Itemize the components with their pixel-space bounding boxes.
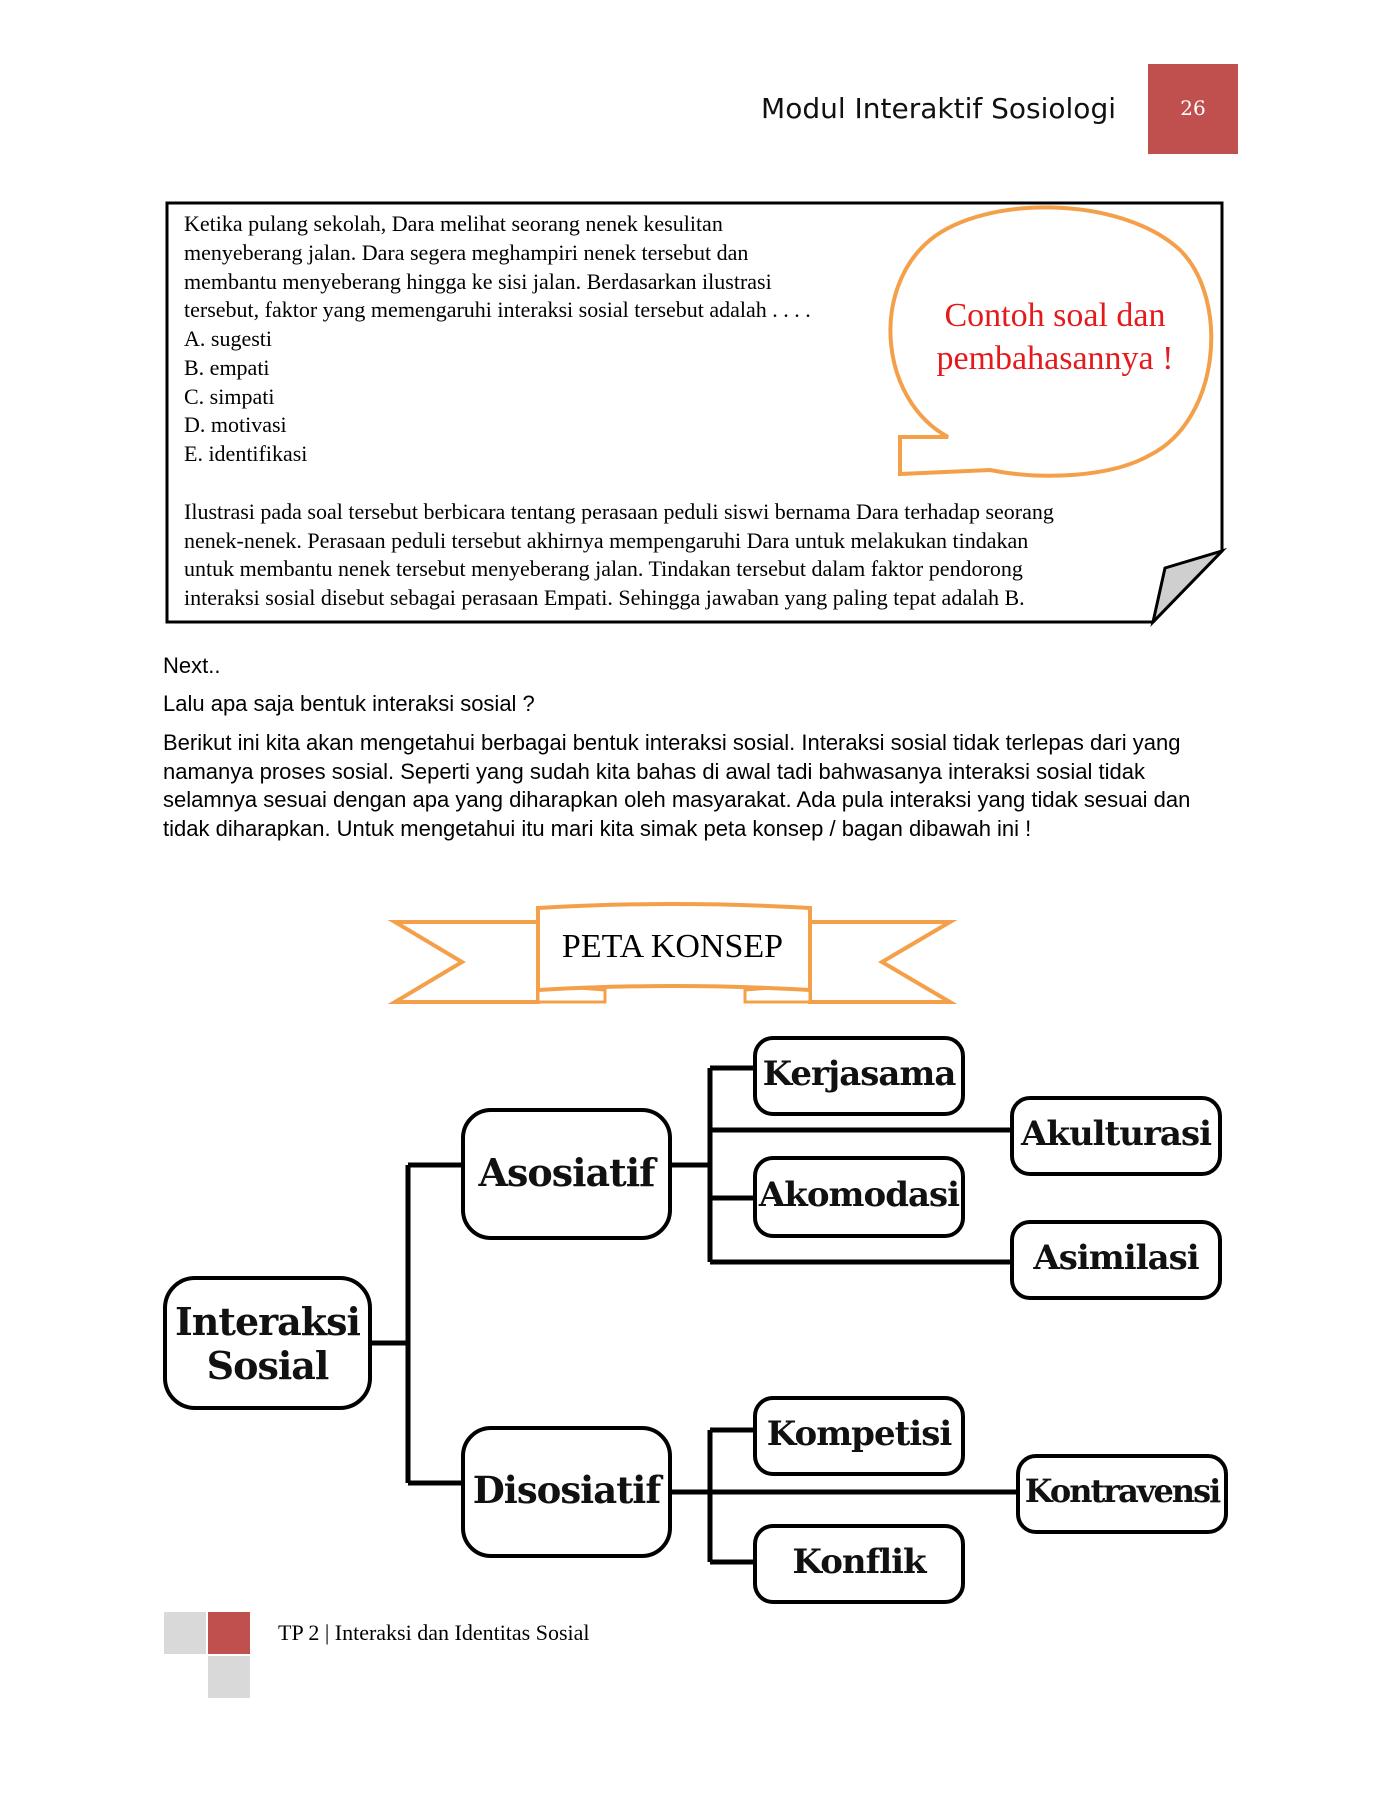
- explanation-line: untuk membantu nenek tersebut menyeberang jalan. Tindakan tersebut dalam faktor pendorong: [184, 556, 1023, 581]
- footer-square: [208, 1656, 250, 1698]
- bubble-caption: [905, 294, 1205, 380]
- section-question: Lalu apa saja bentuk interaksi sosial ?: [163, 691, 535, 716]
- explanation-line: nenek-nenek. Perasaan peduli tersebut akhirnya mempengaruhi Dara untuk melakukan tindakan: [184, 527, 1029, 553]
- option-c: C. simpati: [184, 383, 275, 409]
- question-line: menyeberang jalan. Dara segera meghampiri nenek tersebut dan: [184, 239, 749, 265]
- node-kerjasama: Kerjasama: [762, 1054, 956, 1094]
- node-akulturasi: Akulturasi: [1021, 1114, 1211, 1154]
- footer-square: [164, 1612, 206, 1654]
- header-title: Modul Interaktif Sosiologi: [761, 92, 1116, 125]
- explanation-line: interaksi sosial disebut sebagai perasaan Empati. Sehingga jawaban yang paling tepat adalah B.: [184, 584, 1025, 610]
- bubble-line: pembahasannya !: [936, 340, 1174, 377]
- option-e: E. identifikasi: [184, 441, 308, 467]
- node-akomodasi: Akomodasi: [758, 1175, 960, 1215]
- node-interaksi-sosial: [165, 1300, 370, 1388]
- peta-konsep-title: PETA KONSEP: [561, 928, 784, 965]
- example-options: [184, 325, 307, 469]
- explanation-line: Ilustrasi pada soal tersebut berbicara tentang perasaan peduli siswi bernama Dara terhadap seorang: [184, 499, 1054, 524]
- node-asosiatif: Asosiatif: [478, 1150, 655, 1195]
- example-explanation: [184, 498, 1184, 612]
- footer-square-accent: [208, 1612, 250, 1654]
- page-number: 26: [1180, 96, 1206, 120]
- question-line: tersebut, faktor yang memengaruhi interaksi sosial tersebut adalah . . . .: [184, 297, 811, 323]
- option-a: A. sugesti: [184, 326, 272, 351]
- intro-paragraph: Berikut ini kita akan mengetahui berbagai bentuk interaksi sosial. Interaksi sosial tidak terlepas dari yang namanya proses sosial. Seperti yang sudah kita bahas di awal tadi bahwasanya interaksi sosial tidak selamnya sesuai dengan apa yang diharapkan oleh masyarakat. Ada pula interaksi yang tidak sesuai dan tidak diharapkan. Untuk mengetahui itu mari kita simak peta konsep / bagan dibawah ini !: [163, 730, 1191, 841]
- node-kontravensi: Kontravensi: [1024, 1472, 1220, 1510]
- root-line: Sosial: [206, 1343, 329, 1388]
- question-line: Ketika pulang sekolah, Dara melihat seorang nenek kesulitan: [184, 211, 723, 236]
- node-konflik: Konflik: [792, 1542, 926, 1582]
- question-line: membantu menyeberang hingga ke sisi jalan. Berdasarkan ilustrasi: [184, 268, 772, 294]
- node-disosiatif: Disosiatif: [472, 1468, 661, 1512]
- option-d: D. motivasi: [184, 412, 287, 438]
- bubble-line: Contoh soal dan: [944, 297, 1166, 334]
- next-label: Next..: [163, 653, 221, 678]
- example-question: [184, 210, 904, 325]
- footer-text: TP 2 | Interaksi dan Identitas Sosial: [278, 1620, 590, 1645]
- root-line: Interaksi: [175, 1299, 360, 1344]
- option-b: B. empati: [184, 354, 270, 380]
- node-asimilasi: Asimilasi: [1033, 1238, 1199, 1278]
- node-kompetisi: Kompetisi: [766, 1414, 952, 1454]
